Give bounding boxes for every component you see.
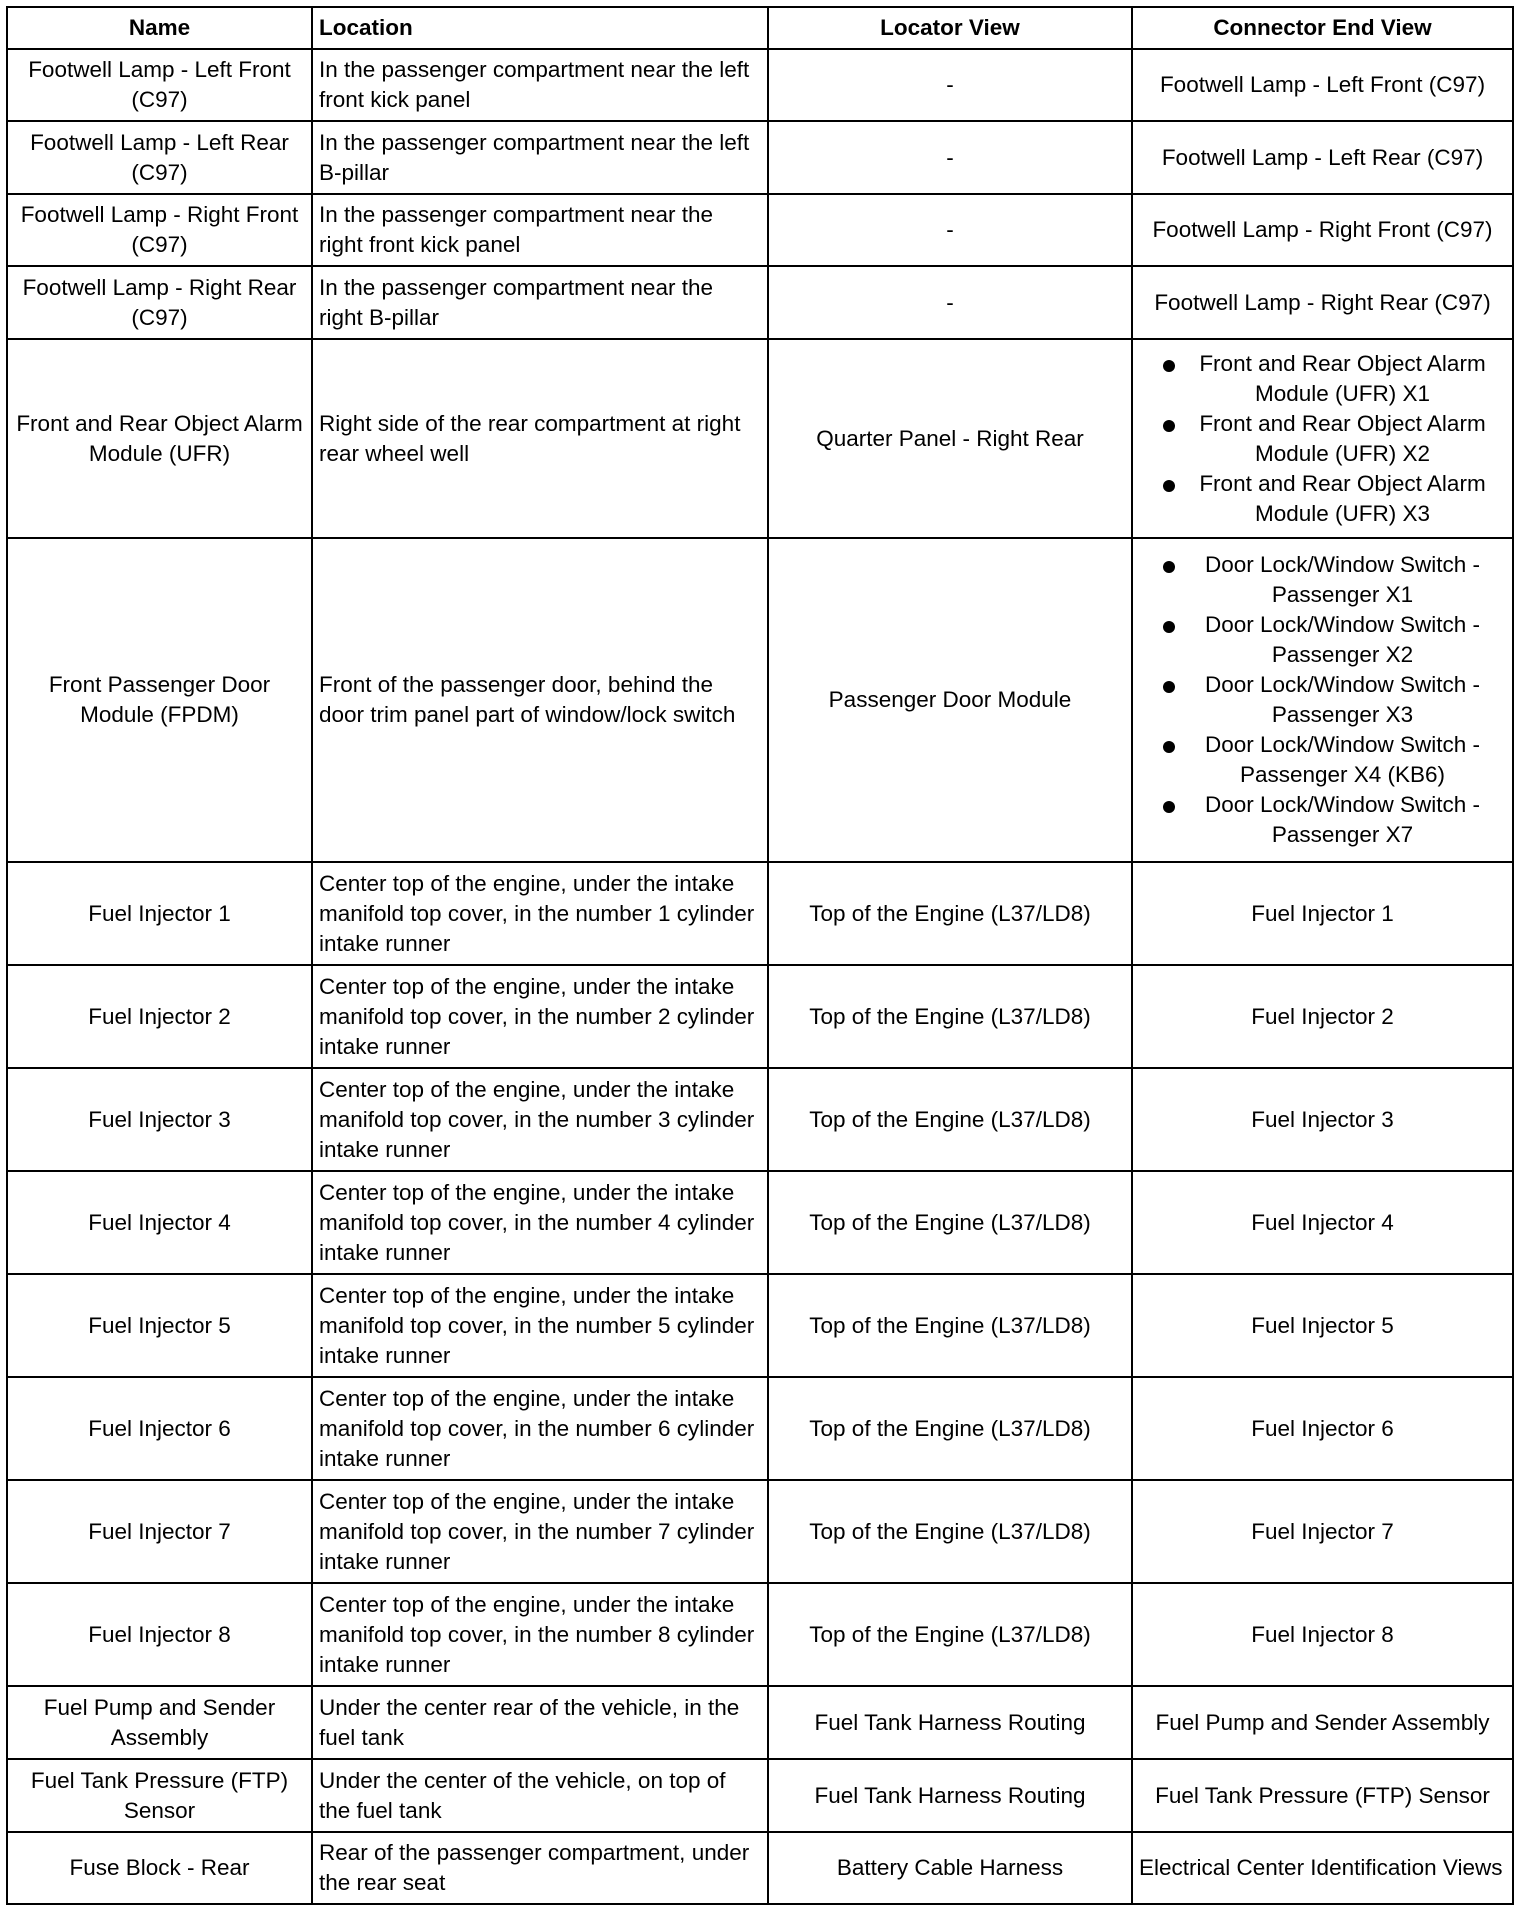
cell-locator-view: Fuel Tank Harness Routing	[768, 1686, 1132, 1759]
cell-location: Center top of the engine, under the intake manifold top cover, in the number 2 cylinder intake runner	[312, 965, 768, 1068]
list-item: Door Lock/Window Switch - Passenger X7	[1139, 790, 1506, 850]
cell-location: Center top of the engine, under the intake manifold top cover, in the number 8 cylinder intake runner	[312, 1583, 768, 1686]
connector-bullet-list	[1139, 550, 1506, 850]
table-row	[7, 1583, 1513, 1686]
cell-name: Fuel Pump and Sender Assembly	[7, 1686, 312, 1759]
cell-locator-view: Top of the Engine (L37/LD8)	[768, 1480, 1132, 1583]
cell-locator-view: Passenger Door Module	[768, 538, 1132, 862]
cell-name: Fuel Injector 1	[7, 862, 312, 965]
cell-locator-view: Top of the Engine (L37/LD8)	[768, 1171, 1132, 1274]
table-row	[7, 1480, 1513, 1583]
table-row	[7, 1832, 1513, 1904]
cell-connector-end-view: Fuel Injector 1	[1132, 862, 1513, 965]
cell-location: Center top of the engine, under the intake manifold top cover, in the number 5 cylinder intake runner	[312, 1274, 768, 1377]
cell-name: Fuel Injector 6	[7, 1377, 312, 1480]
cell-name: Fuel Injector 5	[7, 1274, 312, 1377]
table-row	[7, 1274, 1513, 1377]
cell-connector-end-view: Fuel Pump and Sender Assembly	[1132, 1686, 1513, 1759]
cell-connector-end-view: Footwell Lamp - Left Rear (C97)	[1132, 121, 1513, 194]
connector-bullet-list	[1139, 349, 1506, 529]
cell-name: Fuel Injector 2	[7, 965, 312, 1068]
cell-location: Center top of the engine, under the intake manifold top cover, in the number 6 cylinder intake runner	[312, 1377, 768, 1480]
cell-connector-end-view: Fuel Injector 2	[1132, 965, 1513, 1068]
cell-location: Under the center rear of the vehicle, in the fuel tank	[312, 1686, 768, 1759]
cell-locator-view: Top of the Engine (L37/LD8)	[768, 862, 1132, 965]
cell-location: In the passenger compartment near the left B-pillar	[312, 121, 768, 194]
header-locator-view: Locator View	[768, 7, 1132, 49]
cell-name: Fuel Injector 7	[7, 1480, 312, 1583]
cell-name: Fuel Injector 3	[7, 1068, 312, 1171]
table-row	[7, 266, 1513, 339]
cell-name: Fuse Block - Rear	[7, 1832, 312, 1904]
cell-location: In the passenger compartment near the right B-pillar	[312, 266, 768, 339]
cell-name: Footwell Lamp - Left Front (C97)	[7, 49, 312, 121]
cell-locator-view: Top of the Engine (L37/LD8)	[768, 1274, 1132, 1377]
cell-connector-end-view: Footwell Lamp - Right Rear (C97)	[1132, 266, 1513, 339]
cell-connector-end-view: Footwell Lamp - Right Front (C97)	[1132, 194, 1513, 266]
cell-connector-end-view: Fuel Injector 5	[1132, 1274, 1513, 1377]
table-row	[7, 965, 1513, 1068]
cell-locator-view: Fuel Tank Harness Routing	[768, 1759, 1132, 1832]
table-row	[7, 121, 1513, 194]
cell-location: In the passenger compartment near the left front kick panel	[312, 49, 768, 121]
list-item: Door Lock/Window Switch - Passenger X1	[1139, 550, 1506, 610]
cell-connector-end-view: Footwell Lamp - Left Front (C97)	[1132, 49, 1513, 121]
list-item: Door Lock/Window Switch - Passenger X4 (KB6)	[1139, 730, 1506, 790]
table-row	[7, 194, 1513, 266]
list-item: Front and Rear Object Alarm Module (UFR) X3	[1139, 469, 1506, 529]
cell-locator-view: -	[768, 266, 1132, 339]
table-row	[7, 1759, 1513, 1832]
cell-locator-view: -	[768, 121, 1132, 194]
list-item: Front and Rear Object Alarm Module (UFR) X2	[1139, 409, 1506, 469]
cell-location: Right side of the rear compartment at right rear wheel well	[312, 339, 768, 538]
cell-connector-end-view: Electrical Center Identification Views	[1132, 1832, 1513, 1904]
header-row	[7, 7, 1513, 49]
cell-location: Center top of the engine, under the intake manifold top cover, in the number 4 cylinder intake runner	[312, 1171, 768, 1274]
cell-location: In the passenger compartment near the right front kick panel	[312, 194, 768, 266]
cell-name: Footwell Lamp - Right Rear (C97)	[7, 266, 312, 339]
cell-name: Fuel Injector 4	[7, 1171, 312, 1274]
header-name: Name	[7, 7, 312, 49]
cell-connector-end-view	[1132, 339, 1513, 538]
table-row	[7, 1171, 1513, 1274]
cell-locator-view: Battery Cable Harness	[768, 1832, 1132, 1904]
cell-connector-end-view: Fuel Injector 8	[1132, 1583, 1513, 1686]
cell-location: Rear of the passenger compartment, under the rear seat	[312, 1832, 768, 1904]
table-row	[7, 339, 1513, 538]
header-connector-end-view: Connector End View	[1132, 7, 1513, 49]
cell-location: Under the center of the vehicle, on top of the fuel tank	[312, 1759, 768, 1832]
cell-connector-end-view: Fuel Injector 7	[1132, 1480, 1513, 1583]
cell-connector-end-view: Fuel Injector 3	[1132, 1068, 1513, 1171]
connector-table	[6, 6, 1514, 1905]
cell-locator-view: -	[768, 49, 1132, 121]
cell-connector-end-view	[1132, 538, 1513, 862]
table-row	[7, 862, 1513, 965]
table-row	[7, 538, 1513, 862]
cell-name: Footwell Lamp - Right Front (C97)	[7, 194, 312, 266]
cell-locator-view: Quarter Panel - Right Rear	[768, 339, 1132, 538]
table-row	[7, 1377, 1513, 1480]
cell-locator-view: Top of the Engine (L37/LD8)	[768, 965, 1132, 1068]
cell-locator-view: Top of the Engine (L37/LD8)	[768, 1068, 1132, 1171]
cell-location: Center top of the engine, under the intake manifold top cover, in the number 7 cylinder intake runner	[312, 1480, 768, 1583]
cell-location: Front of the passenger door, behind the door trim panel part of window/lock switch	[312, 538, 768, 862]
list-item: Front and Rear Object Alarm Module (UFR) X1	[1139, 349, 1506, 409]
header-location: Location	[312, 7, 768, 49]
cell-name: Front Passenger Door Module (FPDM)	[7, 538, 312, 862]
cell-locator-view: Top of the Engine (L37/LD8)	[768, 1377, 1132, 1480]
list-item: Door Lock/Window Switch - Passenger X3	[1139, 670, 1506, 730]
cell-connector-end-view: Fuel Tank Pressure (FTP) Sensor	[1132, 1759, 1513, 1832]
cell-name: Footwell Lamp - Left Rear (C97)	[7, 121, 312, 194]
table-row	[7, 1068, 1513, 1171]
cell-location: Center top of the engine, under the intake manifold top cover, in the number 1 cylinder intake runner	[312, 862, 768, 965]
table-row	[7, 49, 1513, 121]
table-row	[7, 1686, 1513, 1759]
cell-name: Front and Rear Object Alarm Module (UFR)	[7, 339, 312, 538]
cell-connector-end-view: Fuel Injector 6	[1132, 1377, 1513, 1480]
cell-name: Fuel Injector 8	[7, 1583, 312, 1686]
cell-location: Center top of the engine, under the intake manifold top cover, in the number 3 cylinder intake runner	[312, 1068, 768, 1171]
cell-locator-view: Top of the Engine (L37/LD8)	[768, 1583, 1132, 1686]
list-item: Door Lock/Window Switch - Passenger X2	[1139, 610, 1506, 670]
cell-connector-end-view: Fuel Injector 4	[1132, 1171, 1513, 1274]
cell-name: Fuel Tank Pressure (FTP) Sensor	[7, 1759, 312, 1832]
cell-locator-view: -	[768, 194, 1132, 266]
